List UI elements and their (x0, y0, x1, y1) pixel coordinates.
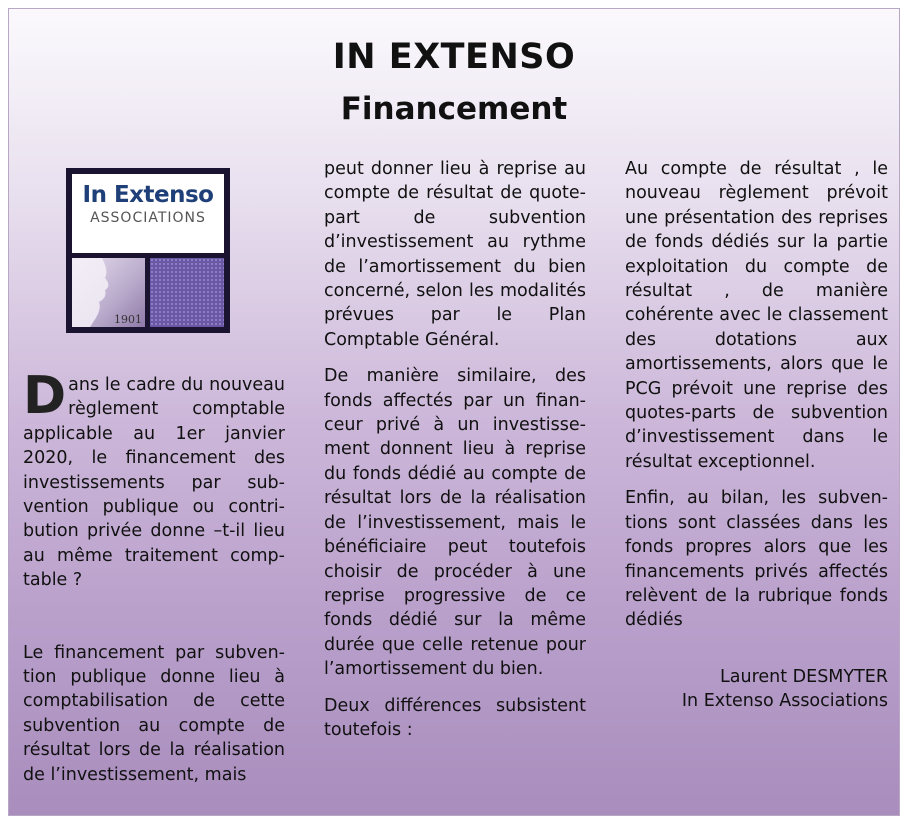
intro-paragraph (23, 366, 285, 593)
column-2 (324, 157, 586, 742)
paragraph: Le financement par subvention publique donne lieu à comptabilisation de cette subvention au compte de résultat lors de la réalisation de l’investissement, mais (23, 642, 285, 785)
signature-organization: In Extenso Associations (681, 691, 888, 712)
logo-pattern (150, 258, 224, 327)
logo-banner (72, 174, 224, 253)
page (8, 8, 900, 816)
marianne-profile-icon (72, 258, 145, 327)
logo-name: In Extenso (82, 182, 214, 208)
paragraph: Deux différences subsistent toutefois : (324, 695, 586, 740)
paragraph: peut donner lieu à reprise au compte de résultat de quote-part de subvention d’investissement au rythme de l’amortissement du bien concerné, selon les modalités prévues par le Plan Comptable Général. (324, 159, 586, 350)
intro-text: ans le cadre du nouveau règlement comptable applicable au 1er janvier 2020, le financement des investissements par subvention publique ou contribution privée donne –t-il lieu au même traitement comptable ? (23, 375, 285, 591)
signature-name: Laurent DESMYTER (720, 666, 888, 687)
column-3 (625, 157, 888, 714)
page-title: IN EXTENSO (332, 37, 576, 77)
logo-subtitle: ASSOCIATIONS (90, 210, 206, 226)
page-subtitle: Financement (340, 91, 568, 127)
column-1 (23, 366, 285, 787)
in-extenso-logo (66, 168, 230, 333)
logo-year: 1901 (114, 313, 142, 326)
drop-cap: D (23, 366, 67, 426)
paragraph: Enfin, au bilan, les subventions sont classées dans les fonds propres alors que les financements privés affectés relèvent de la rubrique fonds dédiés (625, 488, 888, 631)
paragraph: De manière similaire, des fonds affectés par un financeur privé à un investissement donnent lieu à reprise du fonds dédié au compte de résultat lors de la réalisation de l’investissement, mais le bénéficiaire peut toutefois choisir de procéder à une reprise progressive de ce fonds dédié sur la même durée que celle retenue pour l’amortissement du bien. (324, 366, 586, 680)
paragraph: Au compte de résultat , le nouveau règlement prévoit une présentation des reprises de fonds dédiés sur la partie exploitation du compte de résultat , de manière cohérente avec le classement des dotations aux amortissements, alors que le PCG prévoit une reprise des quotes-parts de subvention d’investissement dans le résultat exceptionnel. (625, 159, 888, 472)
